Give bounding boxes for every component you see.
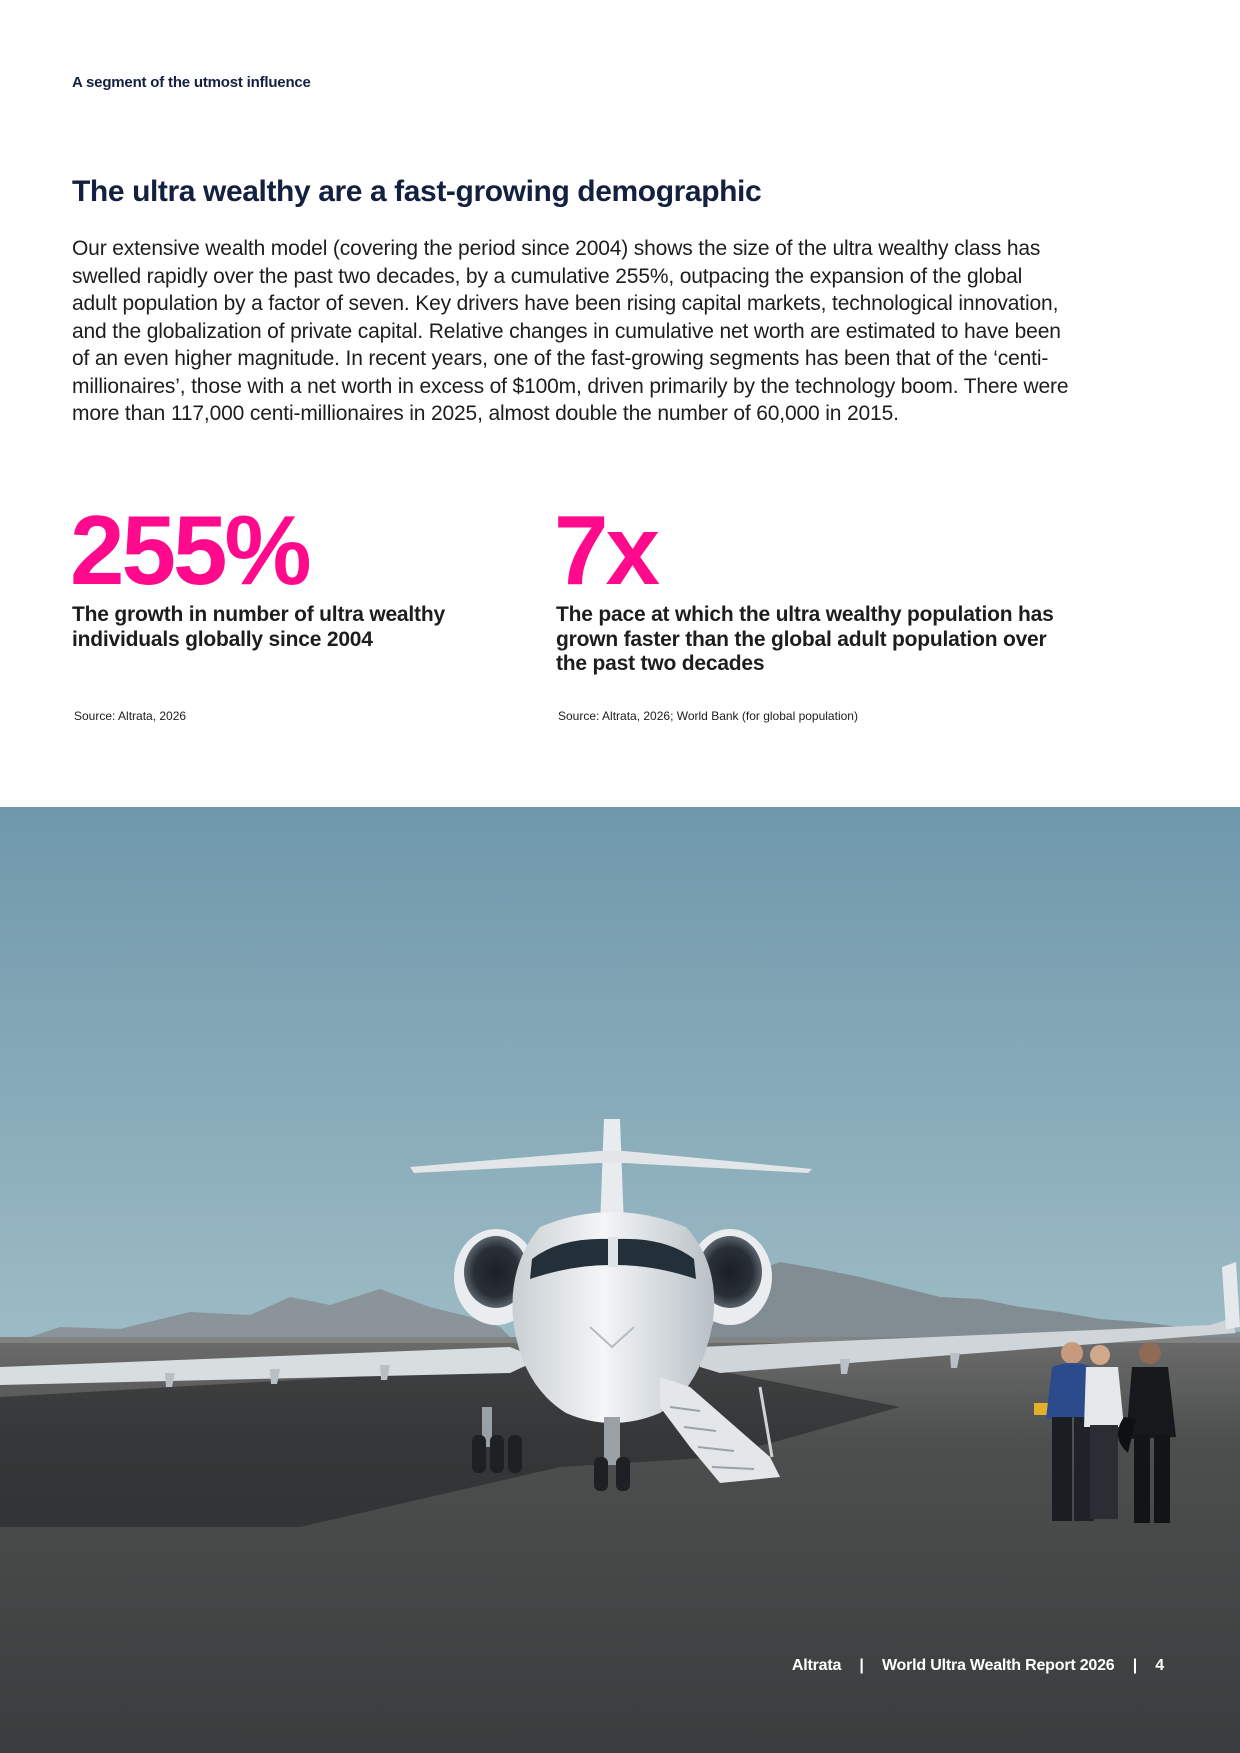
stat-growth-description: The growth in number of ultra wealthy individuals globally since 2004: [72, 603, 445, 651]
private-jet-illustration: [0, 807, 1240, 1753]
footer-report-title: World Ultra Wealth Report 2026: [881, 1657, 1115, 1674]
stat-pace-source: Source: Altrata, 2026; World Bank (for global population): [558, 709, 858, 723]
private-jet-photo: [0, 807, 1240, 1753]
stat-growth-value: 255%: [70, 495, 309, 605]
body-paragraph: Our extensive wealth model (covering the period since 2004) shows the size of the ultra wealthy class has swelled rapidly over the past two decades, by a cumulative 255%, outpacing the expansion of the global adult population by a factor of seven. Key drivers have been rising capital markets, technological innovation, and the globalization of private capital. Relative changes in cumulative net worth are estimated to have been of an even higher magnitude. In recent years, one of the fast-growing segments has been that of the ‘centi-millionaires’, those with a net worth in excess of $100m, driven primarily by the technology boom. There were more than 117,000 centi-millionaires in 2025, almost double the number of 60,000 in 2015.: [72, 237, 1069, 425]
stat-pace-value: 7x: [554, 495, 658, 605]
jet-tail-fin: [600, 1119, 624, 1227]
section-label: A segment of the utmost influence: [72, 74, 311, 91]
page-number: 4: [1155, 1657, 1164, 1674]
page-title: The ultra wealthy are a fast-growing demographic: [72, 175, 762, 208]
footer-brand: Altrata: [791, 1657, 842, 1674]
footer-separator-2: |: [1132, 1657, 1138, 1674]
stat-growth-source: Source: Altrata, 2026: [74, 709, 187, 723]
page-footer: [792, 1657, 1164, 1675]
stat-pace-description: The pace at which the ultra wealthy population has grown faster than the global adult population over the past two decades: [556, 603, 1054, 675]
stat-growth: [70, 495, 512, 652]
people-group: [1046, 1342, 1176, 1523]
stat-pace: [554, 495, 1076, 677]
footer-separator-1: |: [859, 1657, 864, 1674]
